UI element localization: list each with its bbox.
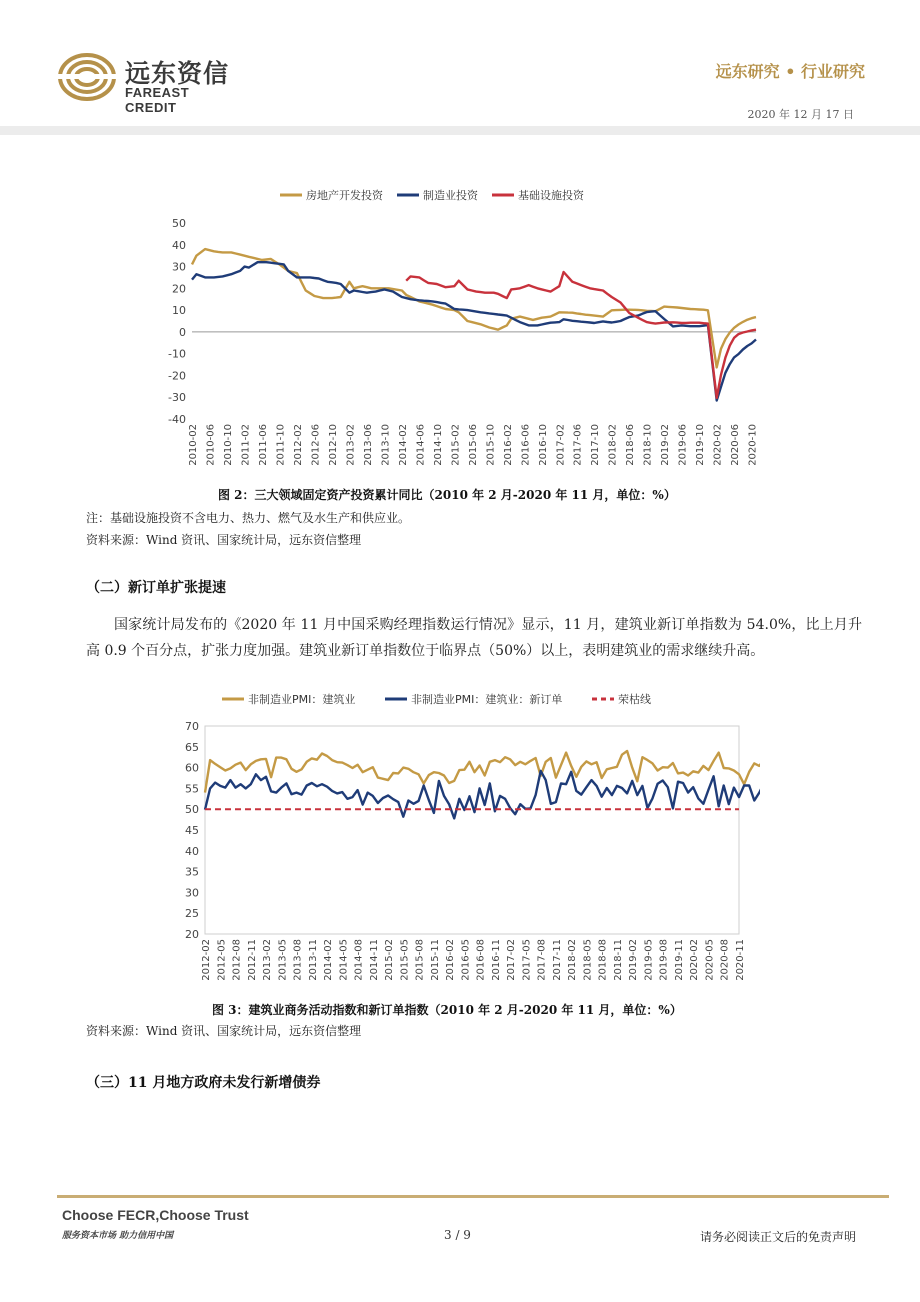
figure2-note: 注：基础设施投资不含电力、热力、燃气及水生产和供应业。 bbox=[86, 511, 411, 525]
series-line-3 bbox=[406, 272, 756, 398]
footer-divider bbox=[57, 1195, 889, 1198]
chart1-svg bbox=[150, 178, 780, 480]
chart1-legend bbox=[280, 188, 585, 202]
x-tick-label: 2013-06 bbox=[362, 424, 374, 466]
legend-label-3: 荣枯线 bbox=[618, 693, 651, 706]
x-tick-label: 2013-08 bbox=[292, 939, 304, 981]
x-tick-label: 2014-06 bbox=[415, 424, 427, 466]
x-tick-label: 2015-11 bbox=[429, 939, 441, 981]
chart2-frame bbox=[205, 726, 739, 934]
x-tick-label: 2018-08 bbox=[597, 939, 609, 981]
section-heading-new-orders: （二）新订单扩张提速 bbox=[86, 580, 226, 596]
x-tick-label: 2020-02 bbox=[689, 939, 701, 981]
y-tick-label: 0 bbox=[179, 325, 186, 339]
x-tick-label: 2014-08 bbox=[353, 939, 365, 981]
x-tick-label: 2017-10 bbox=[590, 424, 602, 466]
x-tick-label: 2017-06 bbox=[572, 424, 584, 466]
x-tick-label: 2015-06 bbox=[467, 424, 479, 466]
y-tick-label: 55 bbox=[185, 782, 199, 796]
y-tick-label: 20 bbox=[172, 282, 186, 296]
x-tick-label: 2014-02 bbox=[397, 424, 409, 466]
legend-label-1: 房地产开发投资 bbox=[306, 189, 383, 202]
x-tick-label: 2018-02 bbox=[567, 939, 579, 981]
x-tick-label: 2019-08 bbox=[658, 939, 670, 981]
y-tick-label: -40 bbox=[168, 413, 186, 426]
section-heading-local-bonds: （三）11 月地方政府未发行新增债券 bbox=[86, 1075, 321, 1091]
x-tick-label: 2016-11 bbox=[490, 939, 502, 981]
x-tick-label: 2014-02 bbox=[323, 939, 335, 981]
x-tick-label: 2010-02 bbox=[188, 424, 199, 466]
y-tick-label: 30 bbox=[185, 886, 199, 900]
x-tick-label: 2011-02 bbox=[240, 424, 252, 466]
x-tick-label: 2015-02 bbox=[450, 424, 462, 466]
x-tick-label: 2011-06 bbox=[257, 424, 269, 466]
report-date: 2020 年 12 月 17 日 bbox=[747, 108, 854, 121]
series-line-2 bbox=[205, 771, 760, 917]
legend-label-2: 非制造业PMI：建筑业：新订单 bbox=[411, 693, 563, 706]
y-tick-label: 20 bbox=[185, 928, 199, 941]
x-tick-label: 2012-08 bbox=[231, 939, 243, 981]
figure2-source: 资料来源：Wind 资讯、国家统计局，远东资信整理 bbox=[86, 533, 362, 547]
series-line-2 bbox=[192, 262, 756, 400]
x-tick-label: 2018-11 bbox=[612, 939, 624, 981]
x-tick-label: 2016-02 bbox=[445, 939, 457, 981]
x-tick-label: 2015-08 bbox=[414, 939, 426, 981]
x-tick-label: 2014-05 bbox=[338, 939, 350, 981]
chart2-legend bbox=[222, 692, 651, 706]
y-tick-label: 40 bbox=[172, 238, 186, 252]
x-tick-label: 2013-10 bbox=[380, 424, 392, 466]
x-tick-label: 2016-02 bbox=[502, 424, 514, 466]
y-tick-label: 65 bbox=[185, 740, 199, 754]
y-tick-label: -30 bbox=[168, 391, 186, 405]
y-tick-label: 40 bbox=[185, 844, 199, 858]
x-tick-label: 2018-02 bbox=[607, 424, 619, 466]
x-tick-label: 2013-02 bbox=[345, 424, 357, 466]
x-tick-label: 2017-08 bbox=[536, 939, 548, 981]
x-tick-label: 2020-06 bbox=[730, 424, 742, 466]
x-tick-label: 2019-10 bbox=[695, 424, 707, 466]
y-tick-label: 35 bbox=[185, 865, 199, 879]
chart2-svg bbox=[150, 682, 760, 994]
x-tick-label: 2013-11 bbox=[307, 939, 319, 981]
y-tick-label: -10 bbox=[168, 347, 186, 361]
y-tick-label: 70 bbox=[185, 720, 199, 733]
x-tick-label: 2012-05 bbox=[216, 939, 228, 981]
figure2-caption: 图 2：三大领域固定资产投资累计同比（2010 年 2 月-2020 年 11 月，单位：%） bbox=[218, 488, 676, 502]
x-tick-label: 2013-02 bbox=[262, 939, 274, 981]
legend-label-1: 非制造业PMI：建筑业 bbox=[248, 693, 356, 706]
y-tick-label: 45 bbox=[185, 824, 199, 837]
header-divider-bar bbox=[0, 126, 920, 135]
company-logo bbox=[57, 52, 237, 115]
x-tick-label: 2020-05 bbox=[704, 939, 716, 981]
x-tick-label: 2016-08 bbox=[475, 939, 487, 981]
y-tick-label: 30 bbox=[172, 260, 186, 274]
x-tick-label: 2018-06 bbox=[625, 424, 637, 466]
x-tick-label: 2019-05 bbox=[643, 939, 655, 981]
series-line-1 bbox=[192, 249, 756, 367]
logo-english-name: FAREAST CREDIT bbox=[125, 85, 190, 115]
x-tick-label: 2016-05 bbox=[460, 939, 472, 981]
y-tick-label: -20 bbox=[168, 369, 186, 383]
x-tick-label: 2020-02 bbox=[712, 424, 724, 466]
x-tick-label: 2012-02 bbox=[201, 939, 212, 981]
x-tick-label: 2014-10 bbox=[432, 424, 444, 466]
x-tick-label: 2018-10 bbox=[642, 423, 654, 466]
x-tick-label: 2018-05 bbox=[582, 939, 594, 981]
x-tick-label: 2017-05 bbox=[521, 939, 533, 981]
x-tick-label: 2017-02 bbox=[506, 939, 518, 981]
figure3-caption: 图 3：建筑业商务活动指数和新订单指数（2010 年 2 月-2020 年 11 月，单位：%） bbox=[212, 1003, 682, 1017]
x-tick-label: 2010-10 bbox=[222, 424, 234, 466]
x-tick-label: 2011-10 bbox=[275, 424, 287, 466]
x-tick-label: 2016-10 bbox=[537, 424, 549, 466]
y-tick-label: 50 bbox=[172, 217, 186, 230]
chart-fixed-asset-investment bbox=[150, 178, 780, 480]
x-tick-label: 2012-10 bbox=[327, 424, 339, 466]
x-tick-label: 2020-10 bbox=[747, 424, 759, 466]
x-tick-label: 2013-05 bbox=[277, 939, 289, 981]
x-tick-label: 2015-10 bbox=[485, 424, 497, 466]
x-tick-label: 2019-11 bbox=[673, 939, 685, 981]
y-tick-label: 50 bbox=[185, 803, 199, 817]
legend-label-3: 基础设施投资 bbox=[518, 189, 584, 202]
logo-chinese-name: 远东资信 bbox=[125, 59, 230, 88]
x-tick-label: 2017-02 bbox=[555, 424, 567, 466]
x-tick-label: 2012-06 bbox=[310, 424, 322, 466]
x-tick-label: 2020-08 bbox=[719, 939, 731, 981]
x-tick-label: 2016-06 bbox=[520, 424, 532, 466]
y-tick-label: 25 bbox=[185, 907, 199, 921]
x-tick-label: 2019-06 bbox=[677, 424, 689, 466]
figure3-source: 资料来源：Wind 资讯、国家统计局，远东资信整理 bbox=[86, 1024, 362, 1038]
y-tick-label: 60 bbox=[185, 761, 199, 775]
y-tick-label: 10 bbox=[172, 304, 186, 318]
legend-label-2: 制造业投资 bbox=[423, 189, 478, 202]
body-paragraph: 国家统计局发布的《2020 年 11 月中国采购经理指数运行情况》显示，11 月，建筑业新订单指数为 54.0%，比上月升高 0.9 个百分点，扩张力度加强。建筑业新订单指数位于临界点（50%）以上，表明建筑业的需求继续升高。 bbox=[86, 617, 862, 659]
chart-construction-pmi bbox=[150, 682, 760, 994]
x-tick-label: 2010-06 bbox=[205, 424, 217, 466]
x-tick-label: 2012-11 bbox=[246, 939, 258, 981]
series-line-1 bbox=[205, 751, 760, 907]
x-tick-label: 2020-11 bbox=[735, 939, 746, 981]
logo-mark-icon bbox=[57, 52, 117, 102]
x-tick-label: 2015-05 bbox=[399, 939, 411, 981]
disclaimer-note: 请务必阅读正文后的免责声明 bbox=[699, 1230, 856, 1244]
x-tick-label: 2017-11 bbox=[551, 939, 563, 981]
x-tick-label: 2019-02 bbox=[660, 424, 672, 466]
page-number: 3 / 9 bbox=[444, 1228, 471, 1242]
x-tick-label: 2014-11 bbox=[368, 939, 380, 981]
x-tick-label: 2012-02 bbox=[292, 424, 304, 466]
x-tick-label: 2019-02 bbox=[628, 939, 640, 981]
footer-slogan-en: Choose FECR,Choose Trust bbox=[62, 1207, 249, 1223]
footer-slogan-cn: 服务资本市场 助力信用中国 bbox=[62, 1231, 174, 1241]
x-tick-label: 2015-02 bbox=[384, 939, 396, 981]
report-series-title: 远东研究 • 行业研究 bbox=[715, 62, 865, 81]
